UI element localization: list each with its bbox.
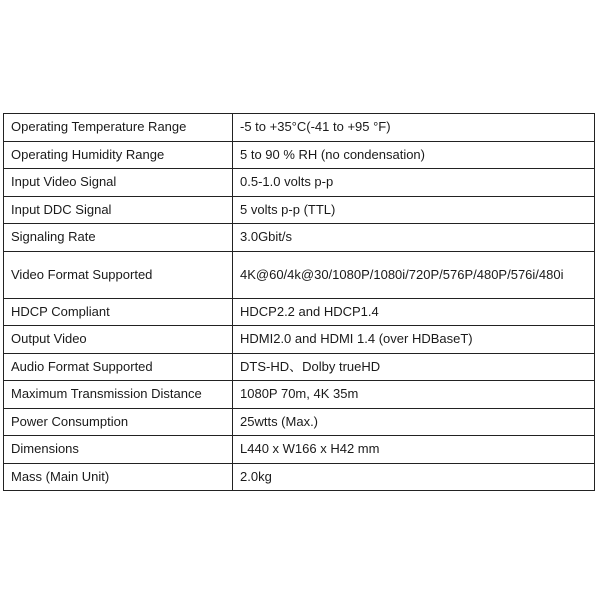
spec-label: Maximum Transmission Distance xyxy=(4,381,233,409)
spec-value: 3.0Gbit/s xyxy=(233,224,595,252)
table-row-audio-format xyxy=(4,353,595,381)
table-row-input-video-signal xyxy=(4,169,595,197)
spec-value: 25wtts (Max.) xyxy=(233,408,595,436)
table-row-hdcp-compliant xyxy=(4,298,595,326)
spec-label: Video Format Supported xyxy=(4,251,233,298)
spec-label: Input Video Signal xyxy=(4,169,233,197)
table-row-signaling-rate xyxy=(4,224,595,252)
table-row-output-video xyxy=(4,326,595,354)
table-row-operating-temperature xyxy=(4,114,595,142)
spec-value: L440 x W166 x H42 mm xyxy=(233,436,595,464)
table-row-operating-humidity xyxy=(4,141,595,169)
spec-label: Operating Humidity Range xyxy=(4,141,233,169)
spec-table xyxy=(3,113,595,491)
spec-label: Power Consumption xyxy=(4,408,233,436)
spec-label: Mass (Main Unit) xyxy=(4,463,233,491)
spec-label: Input DDC Signal xyxy=(4,196,233,224)
spec-table-body xyxy=(4,114,595,491)
table-row-video-format xyxy=(4,251,595,298)
table-row-mass xyxy=(4,463,595,491)
spec-value: DTS-HD、Dolby trueHD xyxy=(233,353,595,381)
table-row-max-transmission-distance xyxy=(4,381,595,409)
table-row-input-ddc-signal xyxy=(4,196,595,224)
spec-value: -5 to +35°C(-41 to +95 °F) xyxy=(233,114,595,142)
spec-label: Dimensions xyxy=(4,436,233,464)
spec-value: 2.0kg xyxy=(233,463,595,491)
spec-label: Signaling Rate xyxy=(4,224,233,252)
spec-value: 1080P 70m, 4K 35m xyxy=(233,381,595,409)
spec-value: HDMI2.0 and HDMI 1.4 (over HDBaseT) xyxy=(233,326,595,354)
spec-label: HDCP Compliant xyxy=(4,298,233,326)
spec-value: HDCP2.2 and HDCP1.4 xyxy=(233,298,595,326)
spec-label: Output Video xyxy=(4,326,233,354)
spec-value: 5 to 90 % RH (no condensation) xyxy=(233,141,595,169)
spec-value: 4K@60/4k@30/1080P/1080i/720P/576P/480P/576i/480i xyxy=(233,251,595,298)
table-row-power-consumption xyxy=(4,408,595,436)
table-row-dimensions xyxy=(4,436,595,464)
spec-label: Audio Format Supported xyxy=(4,353,233,381)
spec-label: Operating Temperature Range xyxy=(4,114,233,142)
spec-value: 5 volts p-p (TTL) xyxy=(233,196,595,224)
spec-value: 0.5-1.0 volts p-p xyxy=(233,169,595,197)
